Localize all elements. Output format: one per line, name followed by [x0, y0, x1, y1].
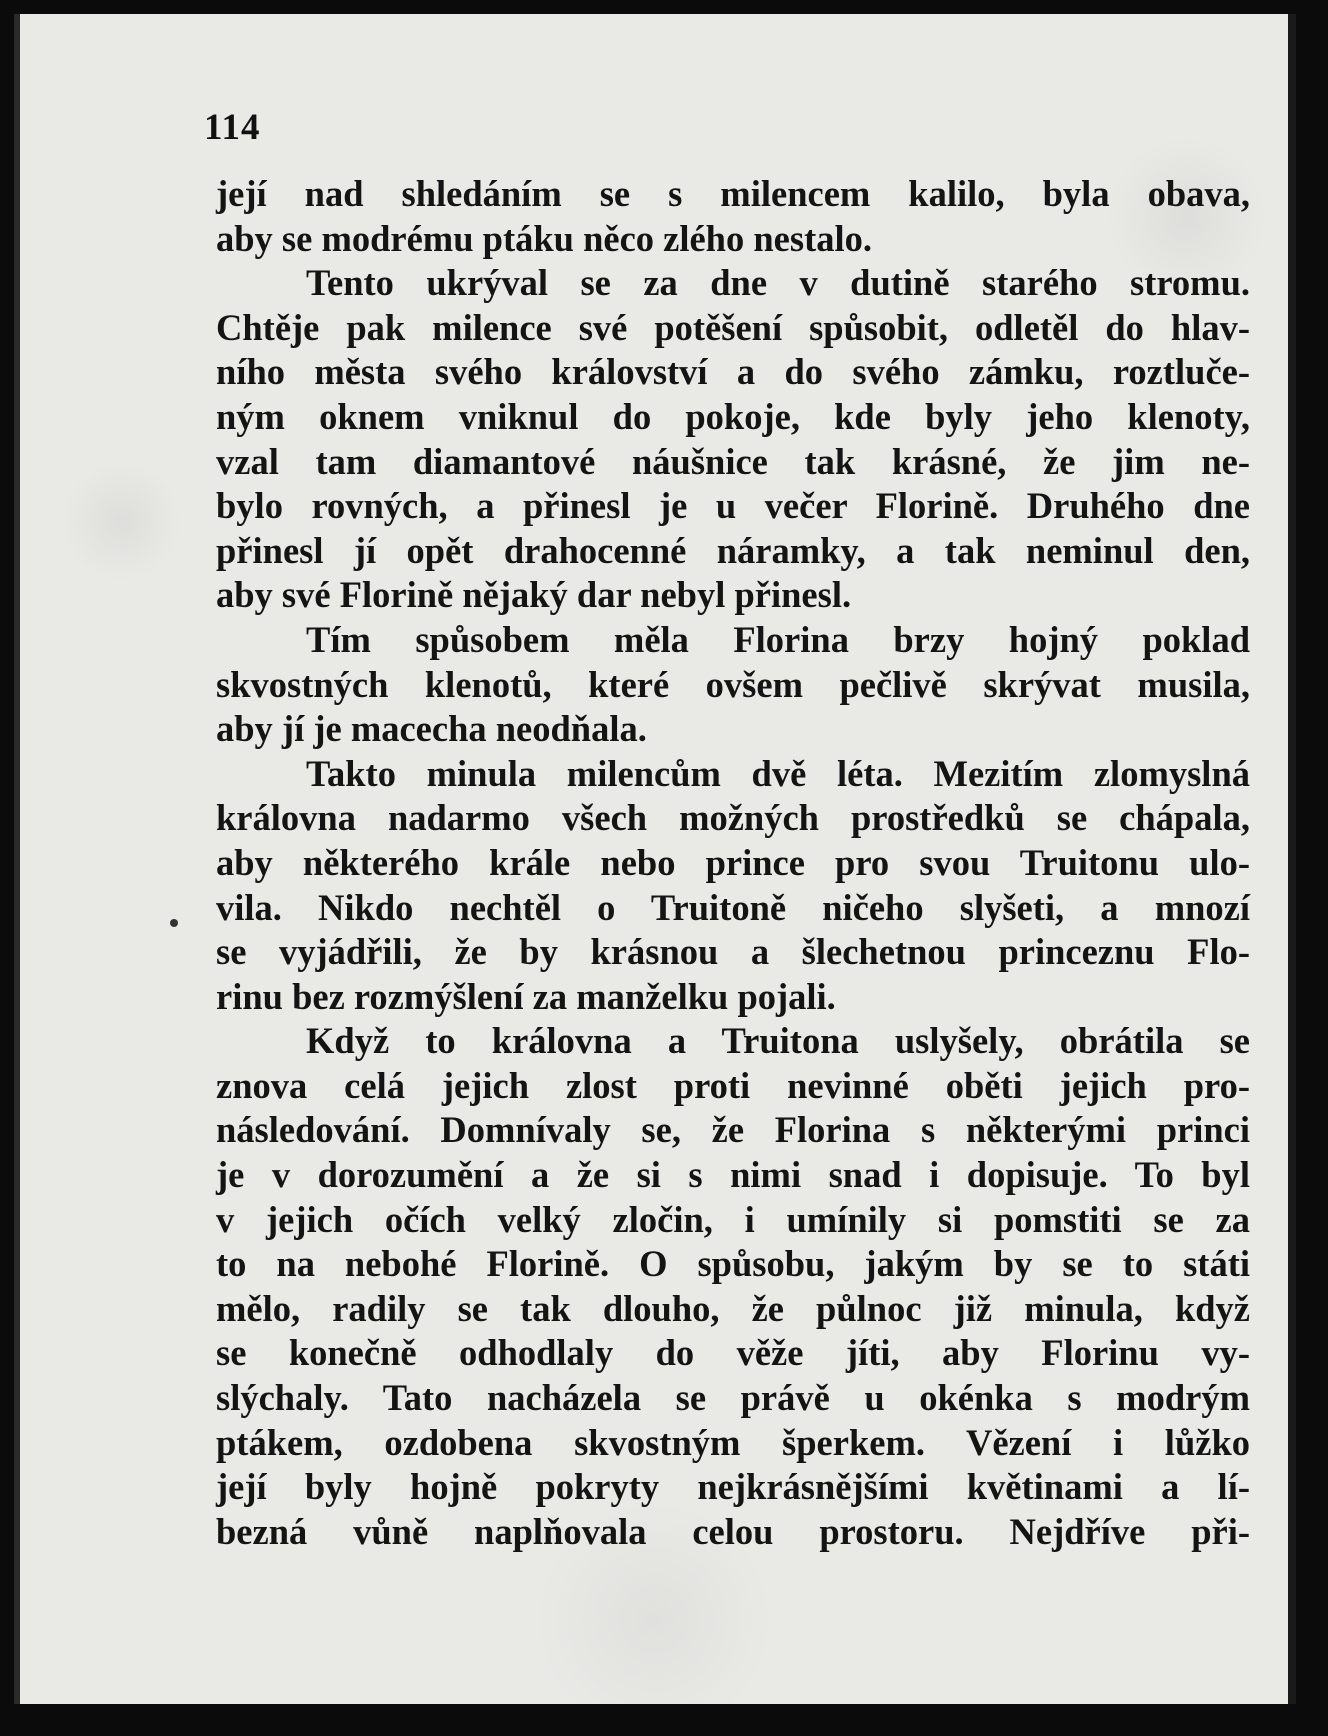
text-line: Tím spůsobem měla Florina brzy hojný poklad [306, 618, 1250, 660]
text-line: následování. Domnívaly se, že Florina s některými princi [216, 1109, 1250, 1151]
text-line: skvostných klenotů, které ovšem pečlivě skrývat musila, [216, 663, 1250, 705]
text-line: mělo, radily se tak dlouho, že půlnoc již minula, když [216, 1287, 1250, 1329]
text-line: se vyjádřili, že by krásnou a šlechetnou princeznu Flo- [216, 931, 1250, 973]
text-line: přinesl jí opět drahocenné náramky, a tak neminul den, [216, 529, 1250, 571]
text-line: Když to královna a Truitona uslyšely, obrátila se [306, 1020, 1250, 1062]
text-line: ným oknem vniknul do pokoje, kde byly jeho klenoty, [216, 395, 1250, 437]
text-line: bylo rovných, a přinesl je u večer Florině. Druhého dne [216, 485, 1250, 527]
text-line: slýchaly. Tato nacházela se právě u okénka s modrým [216, 1377, 1250, 1419]
text-line: aby jí je macecha neodňala. [216, 708, 647, 750]
text-line: vila. Nikdo nechtěl o Truitoně ničeho slyšeti, a mnozí [216, 886, 1250, 928]
text-line: aby některého krále nebo prince pro svou Truitonu ulo- [216, 841, 1250, 883]
text-line: Takto minula milencům dvě léta. Mezitím zlomyslná [306, 752, 1250, 794]
text-line: se konečně odhodlaly do věže jíti, aby Florinu vy- [216, 1332, 1250, 1374]
text-line: rinu bez rozmýšlení za manželku pojali. [216, 975, 836, 1017]
text-line: královna nadarmo všech možných prostředků se chápala, [216, 797, 1250, 839]
text-line: její byly hojně pokryty nejkrásnějšími květinami a lí- [216, 1466, 1250, 1508]
text-line: ního města svého království a do svého zámku, roztluče- [216, 351, 1250, 393]
text-line: její nad shledáním se s milencem kalilo, byla obava, [216, 173, 1250, 214]
text-line: vzal tam diamantové náušnice tak krásné, že jim ne- [216, 440, 1250, 482]
text-line: Chtěje pak milence své potěšení spůsobit, odletěl do hlav- [216, 306, 1250, 348]
text-line: to na nebohé Florině. O spůsobu, jakým by se to státi [216, 1243, 1250, 1285]
text-line: v jejich očích velký zločin, i umínily si pomstiti se za [216, 1198, 1250, 1240]
text-line: znova celá jejich zlost proti nevinné oběti jejich pro- [216, 1064, 1250, 1106]
text-line: Tento ukrýval se za dne v dutině starého stromu. [306, 262, 1250, 304]
text-line: je v dorozumění a že si s nimi snad i dopisuje. To byl [216, 1154, 1250, 1196]
body-text [216, 172, 1250, 1554]
book-page [14, 14, 1296, 1704]
print-speck [170, 919, 178, 927]
text-line: bezná vůně naplňovala celou prostoru. Nejdříve při- [216, 1510, 1250, 1552]
text-line: ptákem, ozdobena skvostným šperkem. Vězení i lůžko [216, 1421, 1250, 1463]
text-line: aby své Florině nějaký dar nebyl přinesl. [216, 574, 852, 616]
page-number: 114 [204, 107, 261, 148]
text-line: aby se modrému ptáku něco zlého nestalo. [216, 217, 872, 259]
